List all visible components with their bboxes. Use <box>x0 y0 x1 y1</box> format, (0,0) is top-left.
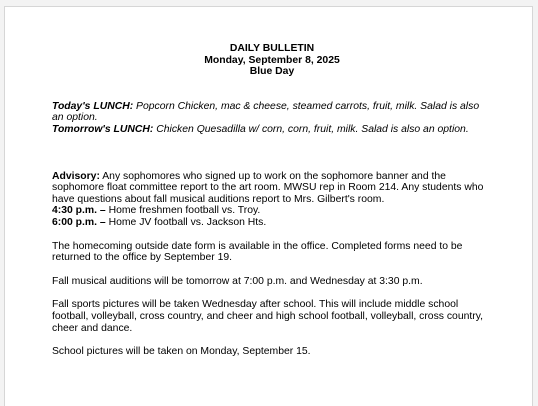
event-text: Home JV football vs. Jackson Hts. <box>105 216 267 228</box>
lunch-section <box>52 101 492 136</box>
tomorrow-lunch-label: Tomorrow's LUNCH: <box>52 123 154 135</box>
event-line <box>52 217 492 229</box>
announcement-sports-pictures: Fall sports pictures will be taken Wednesday after school. This will include middle school football, volleyball, cross country, and cheer and high school football, volleyball, cross country, cheer and dance. <box>52 299 484 334</box>
advisory-label: Advisory: <box>52 170 100 182</box>
bulletin-title: DAILY BULLETIN <box>229 43 315 54</box>
advisory-text: Any sophomores who signed up to work on the sophomore banner and the sophomore float committee report to the art room. MWSU rep in Room 214. Any students who have questions about fall musical auditions report to Mrs. Gilbert's room. <box>52 170 484 205</box>
event-time: 4:30 p.m. – <box>52 205 106 217</box>
event-time: 6:00 p.m. – <box>52 216 106 228</box>
bulletin-content <box>52 43 492 358</box>
today-lunch-text: Popcorn Chicken, mac & cheese, steamed carrots, fruit, milk. Salad is also an option. <box>52 100 480 124</box>
tomorrow-lunch <box>52 124 492 136</box>
advisory-section <box>52 171 492 229</box>
today-lunch <box>52 101 492 124</box>
bulletin-date: Monday, September 8, 2025 <box>204 54 340 66</box>
today-lunch-label: Today's LUNCH: <box>52 100 134 112</box>
advisory-paragraph <box>52 171 492 206</box>
bulletin-header <box>52 43 492 78</box>
event-line <box>52 205 492 217</box>
event-text: Home freshmen football vs. Troy. <box>105 205 261 217</box>
tomorrow-lunch-text: Chicken Quesadilla w/ corn, corn, fruit, milk. Salad is also an option. <box>153 123 469 135</box>
bulletin-day-type: Blue Day <box>249 66 295 78</box>
document-page <box>4 6 533 406</box>
announcement-school-pictures: School pictures will be taken on Monday, September 15. <box>52 346 311 358</box>
announcement-homecoming-form: The homecoming outside date form is available in the office. Completed forms need to be returned to the office by September 19. <box>52 240 463 264</box>
announcement-musical-auditions: Fall musical auditions will be tomorrow at 7:00 p.m. and Wednesday at 3:30 p.m. <box>52 275 423 287</box>
